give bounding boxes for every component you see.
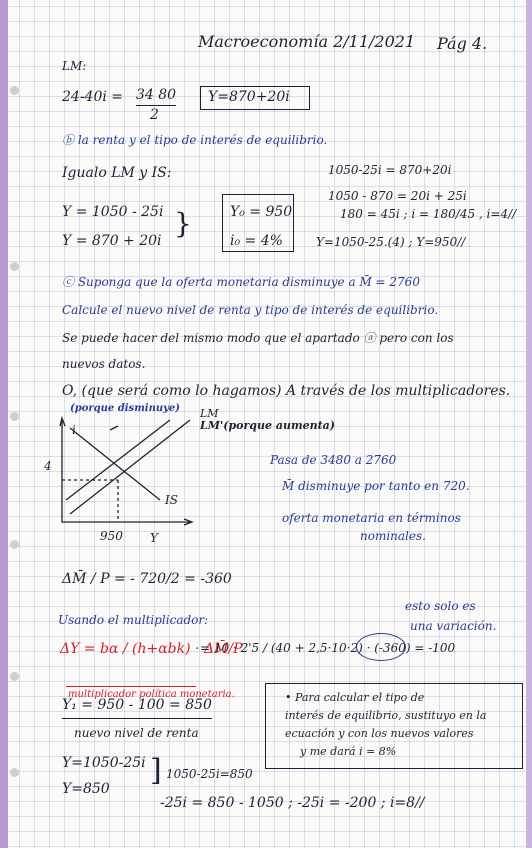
lm-denominator: 2: [150, 107, 159, 123]
graph-label-lm: LM: [200, 407, 219, 420]
side-note-1: esto solo es: [405, 599, 476, 613]
work-line-1: 1050-25i = 870+20i: [328, 163, 452, 177]
equate-heading: Igualo LM y IS:: [62, 165, 172, 181]
new-income: Y₁ = 950 - 100 = 850: [62, 697, 212, 713]
delta-m-lhs: ΔM̄ / P: [62, 571, 110, 587]
lm-label: LM:: [62, 59, 87, 73]
graph-note-3: oferta monetaria en términos: [282, 511, 461, 525]
multiplier-formula: ΔY = bα / (h+αbk) · ΔM̄/P: [60, 641, 243, 657]
graph-label-is: IS: [165, 493, 178, 507]
final-bracket: ]: [150, 753, 162, 788]
final-eq-3: 1050-25i=850: [166, 767, 253, 781]
note-box-2: interés de equilibrio, sustituyo en la: [285, 709, 487, 722]
graph-note-2: M̄ disminuye por tanto en 720.: [282, 479, 470, 493]
lm-result: Y=870+20i: [208, 89, 290, 105]
lm-equation-left: 24-40i =: [62, 89, 124, 105]
final-eq-4: -25i = 850 - 1050 ; -25i = -200 ; i=8//: [160, 795, 425, 811]
equilibrium-i: i₀ = 4%: [230, 233, 283, 249]
graph-label-lm2: LM'(porque aumenta): [200, 419, 335, 432]
graph-note-4: nominales.: [360, 529, 426, 543]
multiplier-calc: = 10 · 2'5 / (40 + 2,5·10·2) · (-360) = -100: [200, 641, 456, 655]
section-c-line-2: Calcule el nuevo nivel de renta y tipo de interés de equilibrio.: [62, 303, 439, 317]
new-income-caption: nuevo nivel de renta: [74, 726, 199, 740]
using-multiplier: Usando el multiplicador:: [58, 613, 209, 627]
is-equation: Y = 1050 - 25i: [62, 204, 164, 220]
section-c-line-3: Se puede hacer del mismo modo que el apartado ⓐ pero con los: [62, 331, 454, 345]
graph-y-axis: i: [72, 423, 76, 437]
section-c-line-4: nuevos datos.: [62, 357, 146, 371]
note-box-3: ecuación y con los nuevos valores: [285, 727, 474, 740]
page-number: Pág 4.: [437, 34, 488, 53]
result-circle: [356, 633, 406, 661]
work-line-3: 180 = 45i ; i = 180/45 , i=4//: [340, 207, 517, 221]
graph-note-1: Pasa de 3480 a 2760: [270, 453, 397, 467]
equilibrium-y: Y₀ = 950: [230, 204, 293, 220]
section-b-title: ⓑ la renta y el tipo de interés de equilibrio.: [62, 133, 328, 147]
graph-x-axis: Y: [150, 531, 158, 545]
note-box-1: • Para calcular el tipo de: [285, 691, 425, 704]
lm-numerator: 34 80: [136, 87, 177, 103]
work-line-2: 1050 - 870 = 20i + 25i: [328, 189, 467, 203]
section-c-line-5: O, (que será como lo hagamos) A través de los multiplicadores.: [62, 383, 511, 399]
final-eq-2: Y=850: [62, 781, 110, 797]
note-box-4: y me dará i = 8%: [300, 745, 397, 758]
underline-red: [66, 686, 196, 687]
lm-equation: Y = 870 + 20i: [62, 233, 162, 249]
graph-label-dism: (porque disminuye): [70, 403, 181, 414]
work-line-4: Y=1050-25.(4) ; Y=950//: [316, 235, 466, 249]
brace: }: [174, 207, 192, 240]
section-c-line-1: ⓒ Suponga que la oferta monetaria disminuye a M̄ = 2760: [62, 275, 420, 289]
page-title: Macroeconomía 2/11/2021: [198, 32, 416, 51]
graph-tick-y: 950: [100, 529, 123, 543]
graph-tick-i: 4: [44, 459, 52, 473]
underline: [62, 718, 212, 719]
final-eq-1: Y=1050-25i: [62, 755, 146, 771]
delta-m-rhs: = - 720/2 = -360: [114, 571, 232, 587]
multiplier-caption: multiplicador política monetaria.: [68, 689, 235, 700]
side-note-2: una variación.: [410, 619, 497, 633]
shift-mark: [110, 426, 118, 430]
